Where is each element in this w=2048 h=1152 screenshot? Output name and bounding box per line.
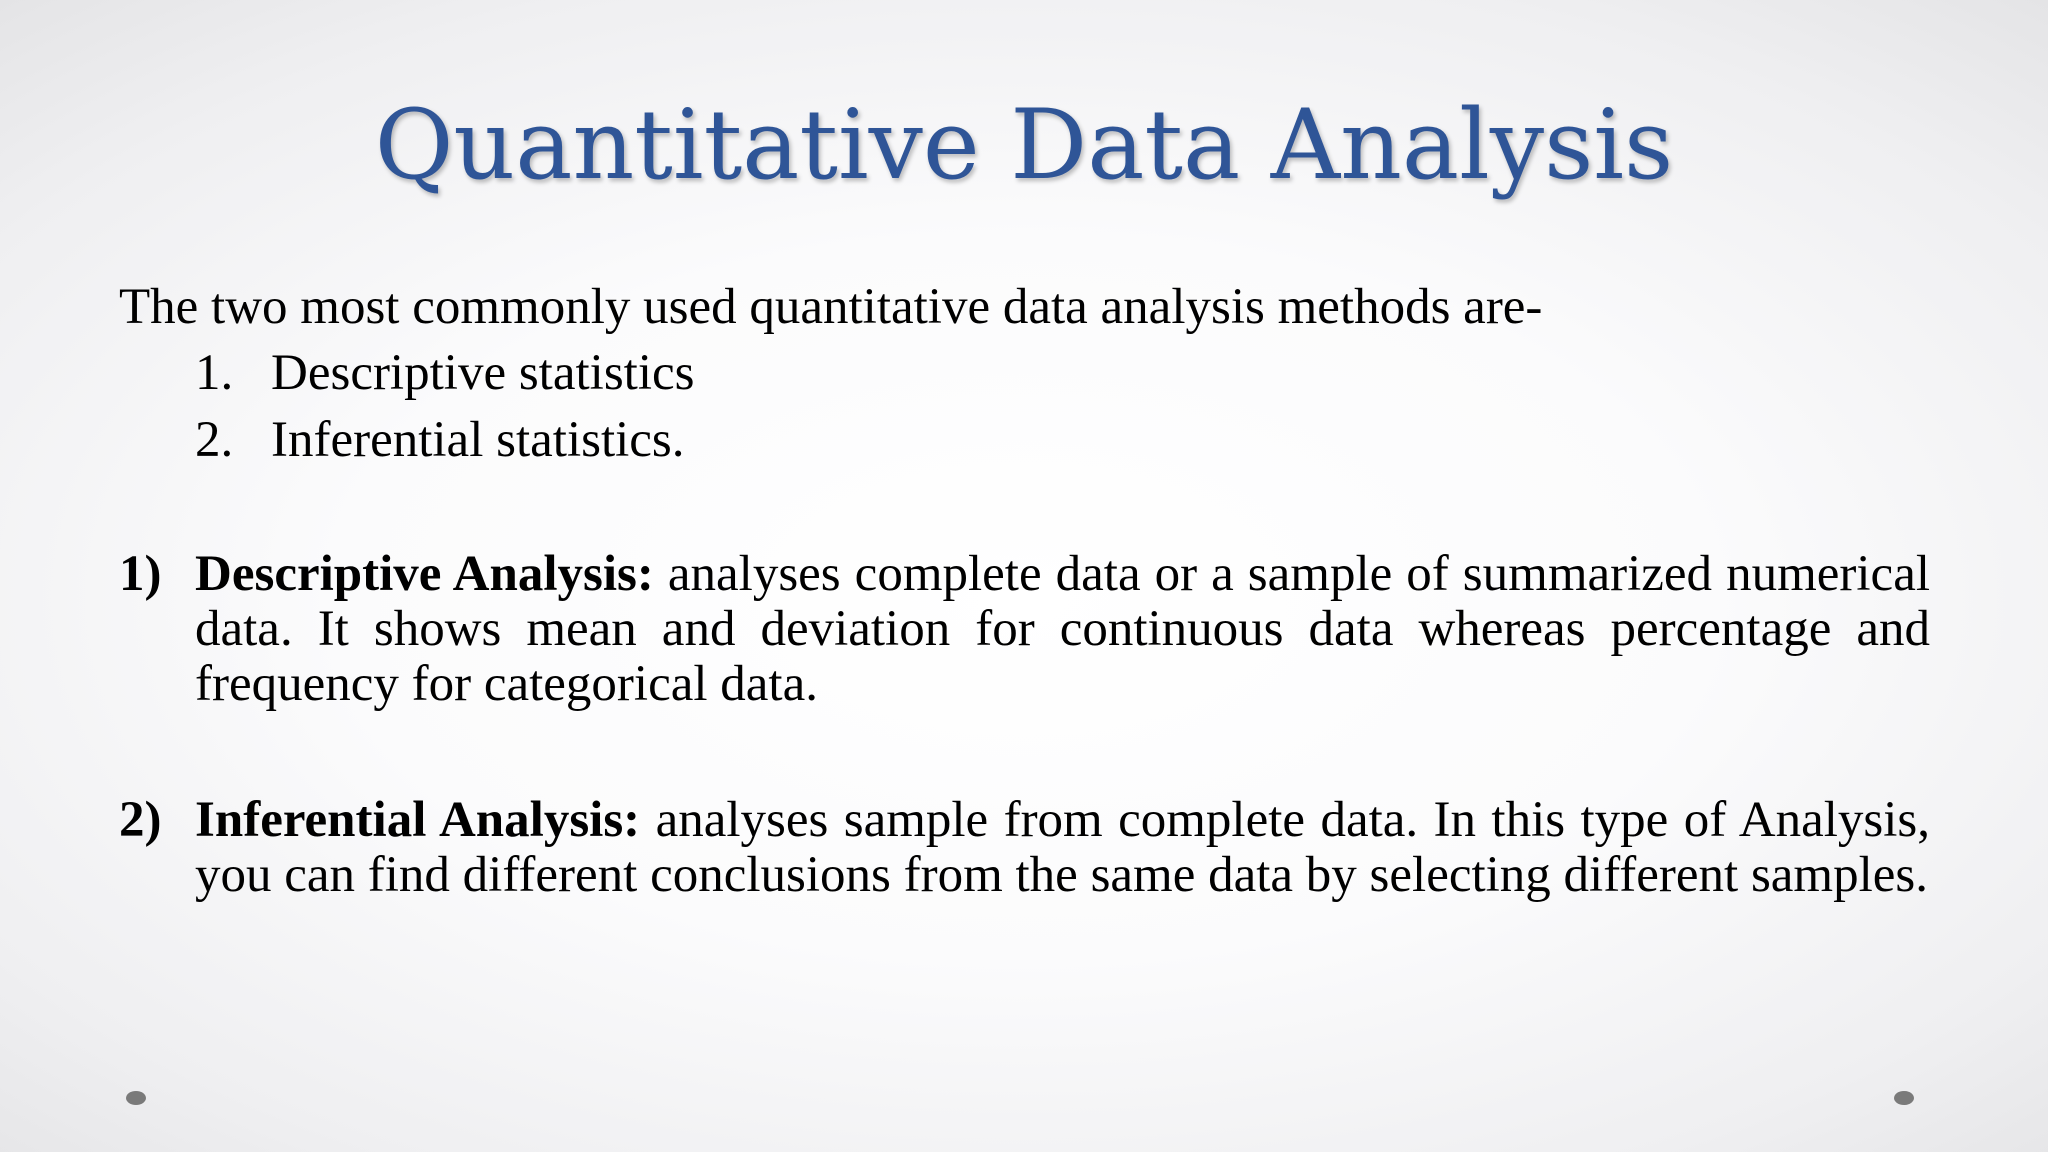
- section-marker: 1): [119, 546, 162, 602]
- inferential-analysis-section: [119, 793, 1930, 903]
- section-text: analyses sample from complete data. In this type of Analysis, you can find different conclusions from the same data by selecting different samples.: [195, 792, 1931, 903]
- list-item: [195, 342, 695, 409]
- section-marker: 2): [119, 792, 162, 848]
- slide-title: Quantitative Data Analysis: [374, 89, 1674, 201]
- decorative-dot-right: [1894, 1091, 1914, 1105]
- intro-text: The two most commonly used quantitative data analysis methods are-: [119, 279, 1543, 335]
- decorative-dot-left: [126, 1091, 146, 1105]
- descriptive-analysis-section: [119, 547, 1930, 712]
- section-text: analyses complete data or a sample of summarized numerical data. It shows mean and deviation for continuous data whereas percentage and frequency for categorical data.: [195, 546, 1930, 712]
- list-item-number: 1.: [195, 345, 234, 401]
- section-body: [195, 793, 1930, 903]
- section-term: Descriptive Analysis:: [195, 546, 654, 602]
- section-term: Inferential Analysis:: [195, 792, 641, 848]
- list-item-label: Descriptive statistics: [271, 345, 695, 401]
- list-item-number: 2.: [195, 412, 234, 468]
- list-item: [195, 409, 695, 476]
- list-item-label: Inferential statistics.: [271, 412, 685, 468]
- section-body: [195, 547, 1930, 712]
- methods-list: [195, 342, 695, 476]
